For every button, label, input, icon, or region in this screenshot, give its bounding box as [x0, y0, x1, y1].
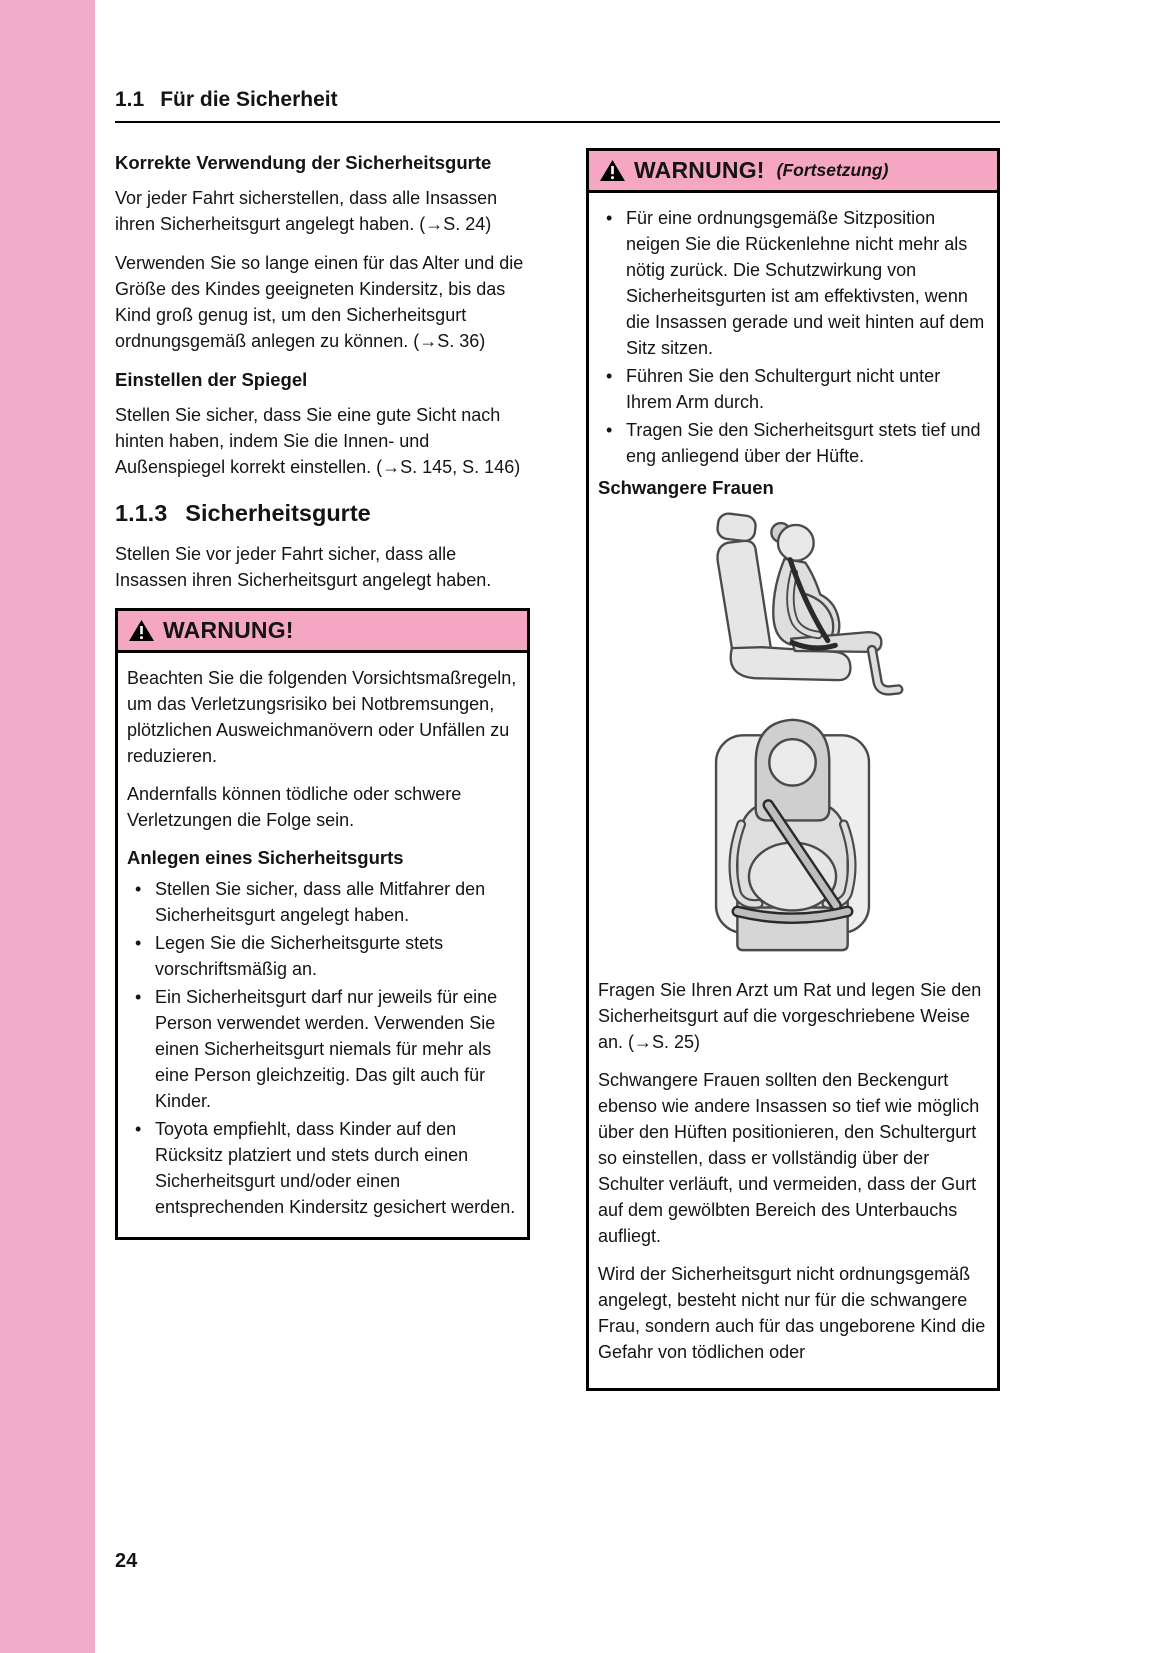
warning-box-continued [586, 148, 1000, 1391]
warning-continued-header [589, 151, 997, 193]
warning-bullet: • Ein Sicherheitsgurt darf nur jeweils für eine Person verwendet werden. Verwenden Sie einen Sicherheitsgurt niemals für mehr als eine Person gleichzeitig. Das gilt auch für Kinder. [127, 984, 518, 1114]
warning-para-1: Beachten Sie die folgenden Vorsichtsmaßregeln, um das Verletzungsrisiko bei Notbremsungen, plötzlichen Ausweichmanövern oder Unfällen zu reduzieren. [127, 668, 517, 766]
right-column [586, 148, 1000, 1391]
warning-bullet: • Stellen Sie sicher, dass alle Mitfahrer den Sicherheitsgurt angelegt haben. [127, 876, 518, 928]
warning-continued-body [589, 193, 997, 1388]
page-edge-band [0, 0, 95, 1653]
section-heading-number: 1.1.3 [115, 500, 168, 526]
warning-continued-bullet-list [598, 205, 988, 469]
warning-subheading-pregnant-women: Schwangere Frauen [598, 477, 774, 498]
page-header-number: 1.1 [115, 88, 145, 111]
para-belt-use-1: Vor jeder Fahrt sicherstellen, dass alle Insassen ihren Sicherheitsgurt angelegt haben. (→S. 24) [115, 188, 498, 234]
para-risk: Wird der Sicherheitsgurt nicht ordnungsgemäß angelegt, besteht nicht nur für die schwangere Frau, sondern auch für das ungeborene Kind die Gefahr von tödlichen oder [598, 1264, 986, 1362]
warning-bullet: • Für eine ordnungsgemäße Sitzposition neigen Sie die Rückenlehne nicht mehr als nötig zurück. Die Schutzwirkung von Sicherheitsgurten ist am effektivsten, wenn die Insassen gerade und weit hinten auf dem Sitz sitzen. [598, 205, 988, 361]
warning-continued-title: WARNUNG! [634, 157, 765, 183]
warning-triangle-icon [599, 159, 626, 182]
warning-bullet: • Führen Sie den Schultergurt nicht unter Ihrem Arm durch. [598, 363, 988, 415]
section-heading [115, 500, 530, 527]
heading-correct-belt-use: Korrekte Verwendung der Sicherheitsgurte [115, 152, 492, 173]
warning-bullet: • Toyota empfiehlt, dass Kinder auf den Rücksitz platziert und stets durch einen Sicherheitsgurt und/oder einen entsprechenden Kindersitz gesichert werden. [127, 1116, 518, 1220]
warning-triangle-icon [128, 619, 155, 642]
warning-bullet: • Legen Sie die Sicherheitsgurte stets vorschriftsmäßig an. [127, 930, 518, 982]
para-mirror-adjustment: Stellen Sie sicher, dass Sie eine gute Sicht nach hinten haben, indem Sie die Innen- und Außenspiegel korrekt einstellen. (→S. 145, S. 146) [115, 405, 521, 477]
section-heading-title: Sicherheitsgurte [185, 500, 371, 526]
warning-continuation-label: (Fortsetzung) [776, 160, 889, 180]
page-number: 24 [115, 1550, 138, 1572]
para-doctor-advice: Fragen Sie Ihren Arzt um Rat und legen Sie den Sicherheitsgurt auf die vorgeschriebene Weise an. (→S. 25) [598, 980, 982, 1052]
warning-bullet: • Tragen Sie den Sicherheitsgurt stets tief und eng anliegend über der Hüfte. [598, 417, 988, 469]
heading-mirror-adjustment: Einstellen der Spiegel [115, 369, 308, 390]
page-header [115, 0, 1000, 112]
warning-box-title: WARNUNG! [163, 617, 294, 643]
pregnant-woman-seatbelt-side-illustration [598, 509, 988, 702]
para-belt-positioning: Schwangere Frauen sollten den Beckengurt ebenso wie andere Insassen so tief wie möglich über den Hüften positionieren, den Schultergurt so einstellen, dass er vollständig über der Schulter verläuft, und vermeiden, dass der Gurt auf dem gewölbten Bereich des Unterbauchs aufliegt. [598, 1070, 980, 1246]
warning-bullet-list [127, 876, 518, 1220]
warning-para-2: Andernfalls können tödliche oder schwere Verletzungen die Folge sein. [127, 784, 462, 830]
page-header-title: Für die Sicherheit [160, 88, 338, 111]
left-column [115, 148, 530, 1391]
pregnant-woman-seatbelt-front-illustration [598, 714, 988, 959]
warning-box [115, 608, 530, 1240]
header-rule [115, 121, 1000, 123]
manual-page-content [115, 0, 1000, 1391]
warning-subheading-fastening: Anlegen eines Sicherheitsgurts [127, 847, 404, 868]
para-section-intro: Stellen Sie vor jeder Fahrt sicher, dass alle Insassen ihren Sicherheitsgurt angelegt haben. [115, 544, 492, 590]
warning-box-body [118, 653, 527, 1237]
para-belt-use-2: Verwenden Sie so lange einen für das Alter und die Größe des Kindes geeigneten Kindersitz, bis das Kind groß genug ist, um den Sicherheitsgurt ordnungsgemäß anlegen zu können. (→S. 36) [115, 253, 524, 351]
warning-box-header [118, 611, 527, 653]
